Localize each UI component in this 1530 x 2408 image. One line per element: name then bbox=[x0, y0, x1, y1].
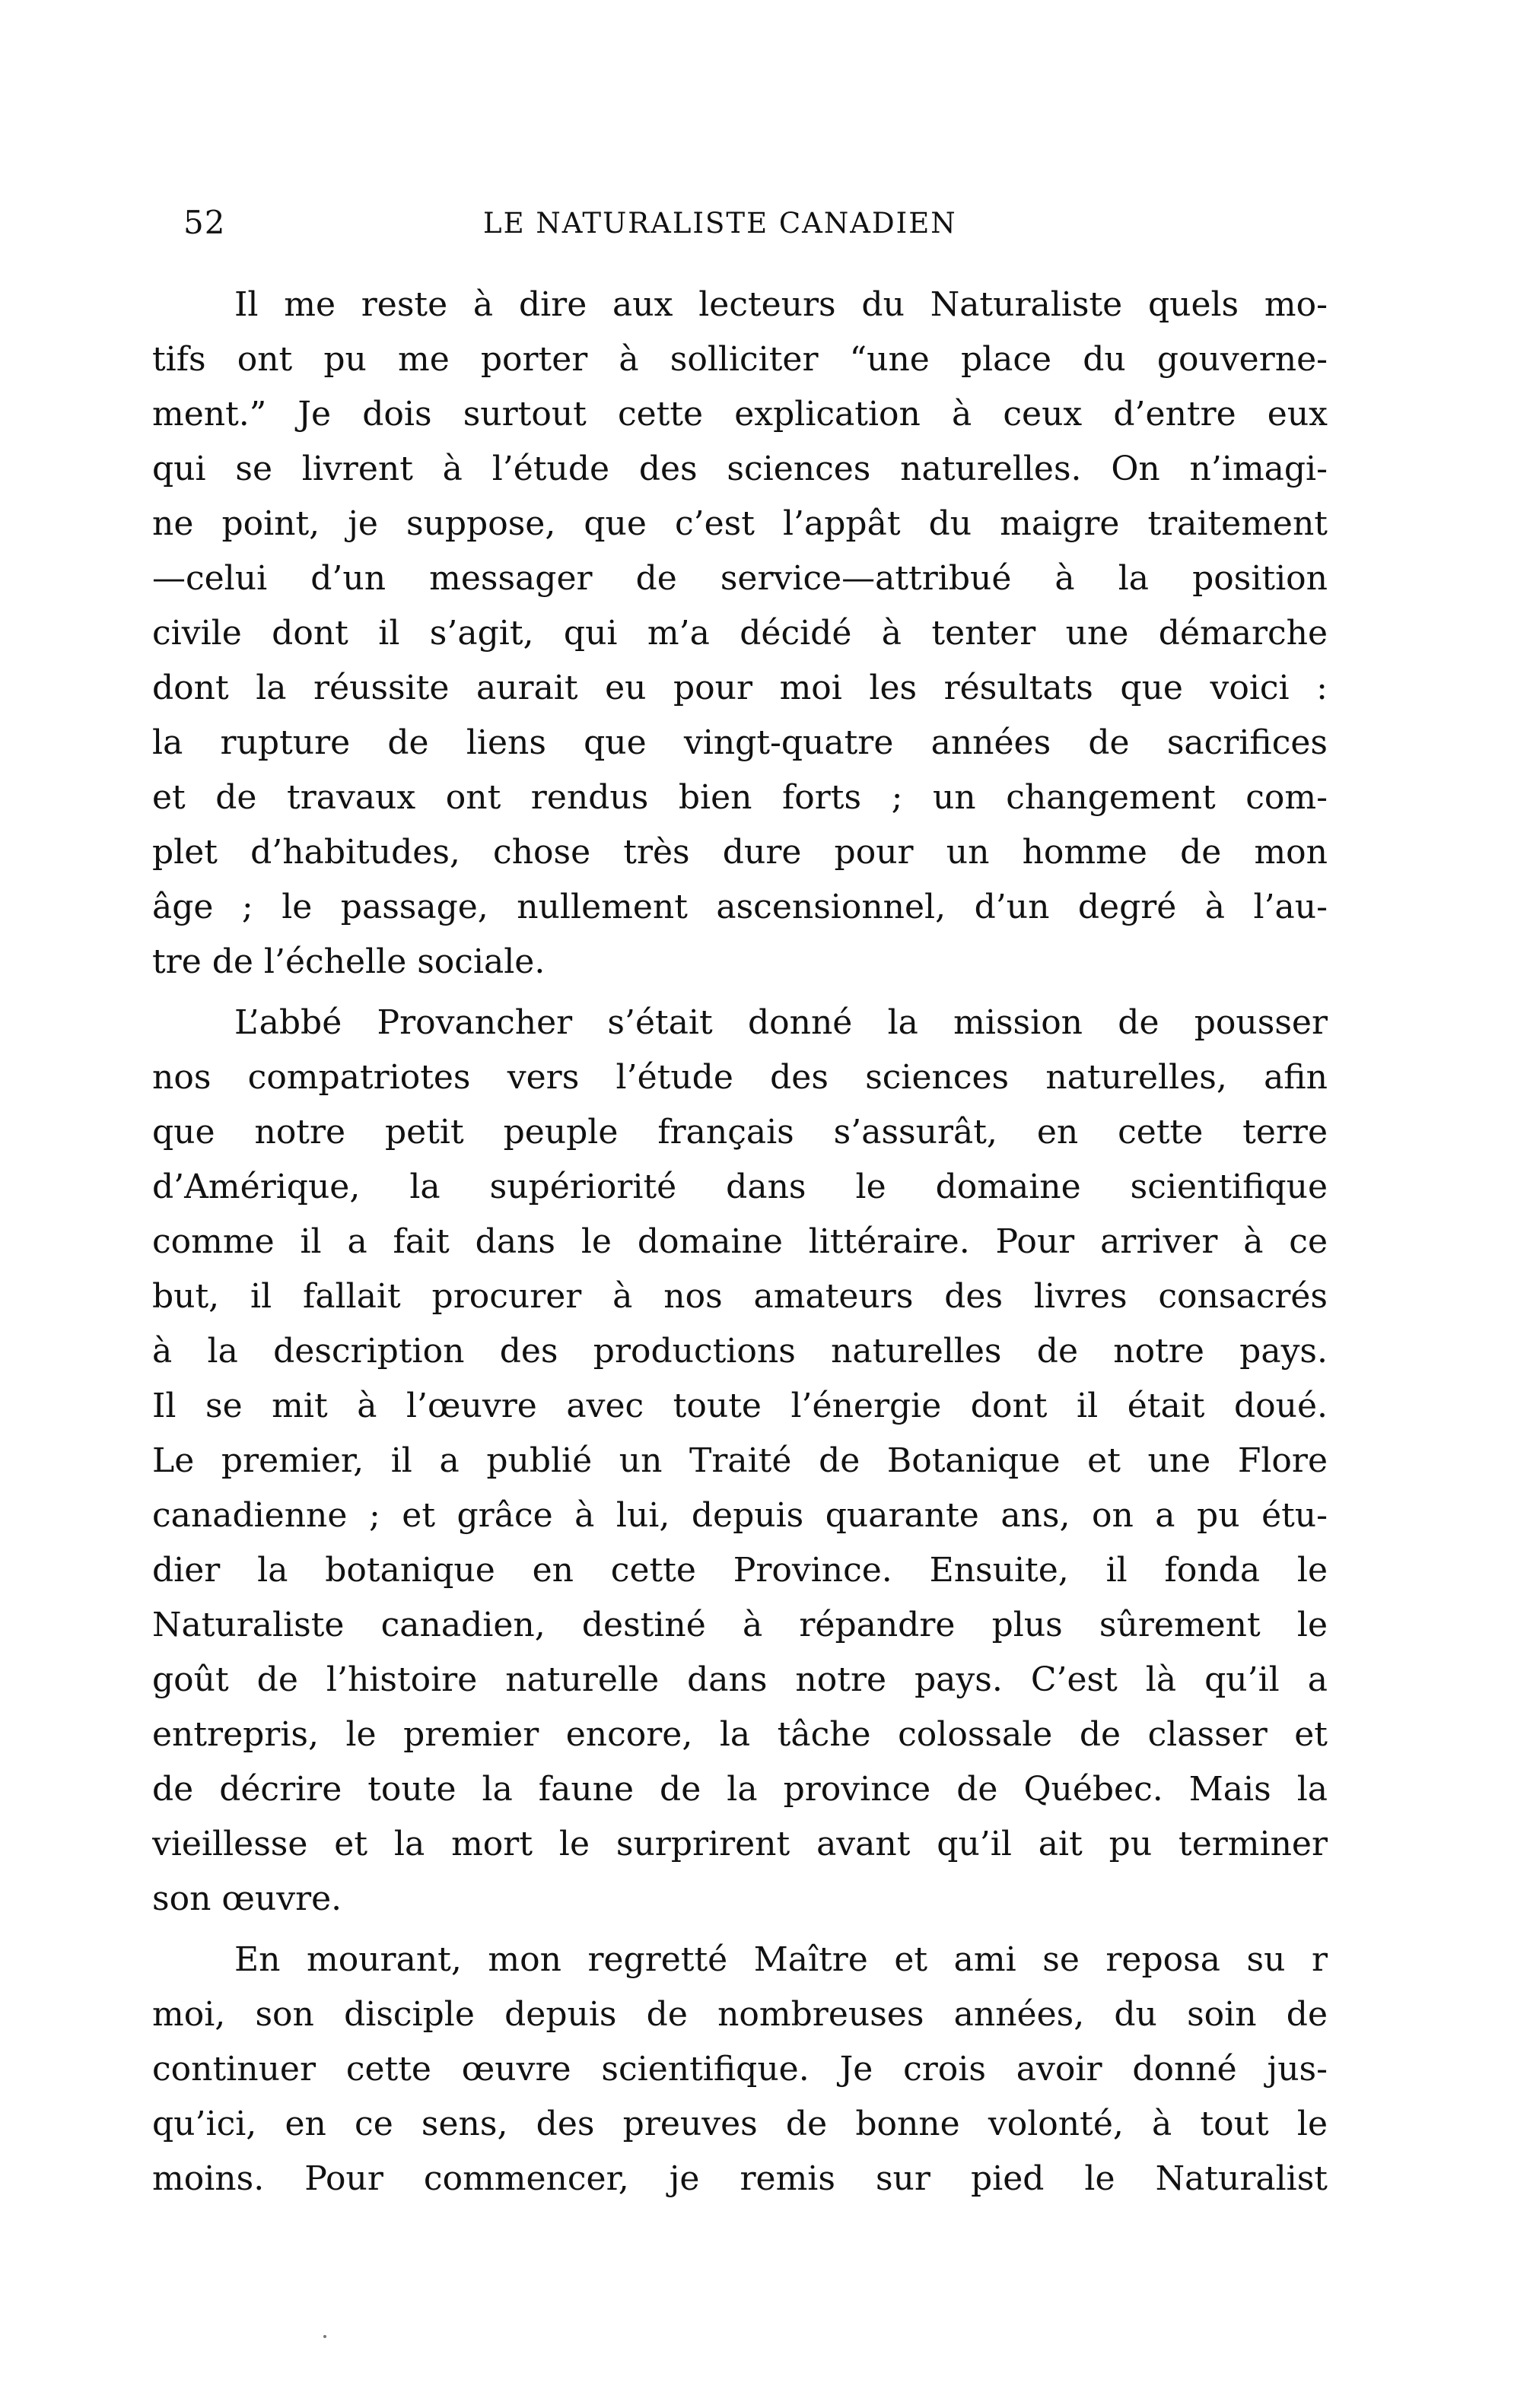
text-line: qu’ici, en ce sens, des preuves de bonne volonté, à tout le bbox=[152, 2105, 1328, 2143]
text-line: moins. Pour commencer, je remis sur pied le Naturalist bbox=[152, 2159, 1328, 2198]
text-line: Naturaliste canadien, destiné à répandre plus sûrement le bbox=[152, 1606, 1328, 1644]
text-line: En mourant, mon regretté Maître et ami se reposa su r bbox=[234, 1940, 1328, 1979]
text-line: tifs ont pu me porter à solliciter “une place du gouverne- bbox=[152, 340, 1328, 379]
text-line: goût de l’histoire naturelle dans notre pays. C’est là qu’il a bbox=[152, 1660, 1328, 1699]
text-line: ment.” Je dois surtout cette explication à ceux d’entre eux bbox=[152, 395, 1328, 434]
text-line: que notre petit peuple français s’assurât, en cette terre bbox=[152, 1113, 1328, 1152]
text-line: d’Amérique, la supériorité dans le domaine scientifique bbox=[152, 1167, 1328, 1206]
text-line: L’abbé Provancher s’était donné la mission de pousser bbox=[234, 1003, 1328, 1042]
page-header bbox=[171, 204, 1335, 257]
body-text bbox=[152, 278, 1328, 2206]
text-line: âge ; le passage, nullement ascensionnel, d’un degré à l’au- bbox=[152, 888, 1328, 926]
text-line: qui se livrent à l’étude des sciences naturelles. On n’imagi- bbox=[152, 450, 1328, 488]
text-line: de décrire toute la faune de la province de Québec. Mais la bbox=[152, 1770, 1328, 1809]
text-line: —celui d’un messager de service—attribué à la position bbox=[152, 559, 1328, 598]
text-line: Il me reste à dire aux lecteurs du Naturaliste quels mo- bbox=[234, 285, 1328, 324]
print-speck bbox=[323, 2335, 326, 2338]
text-line: entrepris, le premier encore, la tâche colossale de classer et bbox=[152, 1715, 1328, 1754]
text-line: son œuvre. bbox=[152, 1879, 342, 1918]
page-number: 52 bbox=[183, 204, 226, 241]
paragraph-1 bbox=[152, 278, 1328, 990]
text-line: nos compatriotes vers l’étude des sciences naturelles, afin bbox=[152, 1058, 1328, 1097]
text-line: à la description des productions naturelles de notre pays. bbox=[152, 1332, 1328, 1371]
text-line: vieillesse et la mort le surprirent avant qu’il ait pu terminer bbox=[152, 1825, 1328, 1863]
text-line: Le premier, il a publié un Traité de Botanique et une Flore bbox=[152, 1441, 1328, 1480]
text-line: la rupture de liens que vingt-quatre années de sacrifices bbox=[152, 723, 1328, 762]
text-line: civile dont il s’agit, qui m’a décidé à tenter une démarche bbox=[152, 614, 1328, 653]
paragraph-2 bbox=[152, 996, 1328, 1927]
text-line: plet d’habitudes, chose très dure pour un homme de mon bbox=[152, 833, 1328, 872]
running-title: LE NATURALISTE CANADIEN bbox=[483, 207, 957, 240]
text-line: Il se mit à l’œuvre avec toute l’énergie dont il était doué. bbox=[152, 1387, 1328, 1425]
text-line: but, il fallait procurer à nos amateurs des livres consacrés bbox=[152, 1277, 1328, 1316]
text-line: et de travaux ont rendus bien forts ; un changement com- bbox=[152, 778, 1328, 817]
text-line: comme il a fait dans le domaine littéraire. Pour arriver à ce bbox=[152, 1222, 1328, 1261]
text-line: ne point, je suppose, que c’est l’appât du maigre traitement bbox=[152, 504, 1328, 543]
text-line: continuer cette œuvre scientifique. Je crois avoir donné jus- bbox=[152, 2050, 1328, 2089]
text-line: dier la botanique en cette Province. Ensuite, il fonda le bbox=[152, 1551, 1328, 1590]
text-line: canadienne ; et grâce à lui, depuis quarante ans, on a pu étu- bbox=[152, 1496, 1328, 1535]
paragraph-3 bbox=[152, 1933, 1328, 2206]
text-line: moi, son disciple depuis de nombreuses années, du soin de bbox=[152, 1995, 1328, 2034]
text-line: tre de l’échelle sociale. bbox=[152, 942, 546, 981]
text-line: dont la réussite aurait eu pour moi les résultats que voici : bbox=[152, 669, 1328, 707]
